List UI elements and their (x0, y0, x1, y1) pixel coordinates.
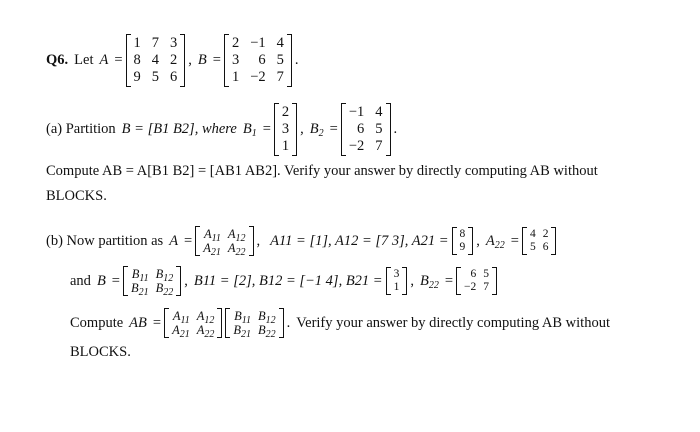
matrix-b22-entry: −2 (464, 281, 477, 293)
matrix-a-entry: 1 (133, 35, 141, 51)
verify-text: Verify your answer by directly computing AB without (296, 314, 610, 331)
part-a-blocks (46, 188, 107, 205)
matrix-b1-entry: 3 (281, 121, 290, 137)
and-text: and (70, 272, 91, 289)
matrix-b2-entry: 4 (375, 104, 383, 120)
matrix-a (126, 34, 186, 87)
matrix-a-name: A (99, 52, 109, 68)
matrix-a22-entry: 6 (542, 241, 549, 253)
part-a-label: (a) Partition (46, 121, 116, 137)
matrix-b-name: B (197, 52, 207, 68)
q6-statement: Q6. Let A = 1 7 3 8 4 2 9 5 6 , B = 2 −1 4 3 6 5 1 −2 7 . (46, 35, 299, 85)
question-label: Q6. (46, 52, 69, 68)
block-matrix-b: $B_{11}$ $B_{12}$ $B_{21}$ $B_{22}$ (123, 266, 181, 296)
matrix-a21-entry: 8 (459, 228, 466, 240)
matrix-b-entry: 4 (276, 35, 284, 51)
matrix-b-entry: 3 (231, 52, 240, 68)
matrix-a-entry: 4 (151, 52, 160, 68)
matrix-b-entry: −1 (250, 35, 266, 51)
part-a-compute (46, 163, 598, 180)
matrix-a22 (522, 227, 557, 255)
matrix-a22-entry: 5 (529, 241, 536, 253)
compute-text: Compute AB = A[B1 B2] = [AB1 AB2]. Verify your answer by directly computing AB without (46, 163, 598, 179)
matrix-a-entry: 7 (151, 35, 160, 51)
matrix-b (224, 34, 292, 87)
matrix-b-entry: 6 (258, 52, 266, 68)
matrix-b22-entry: 7 (483, 281, 490, 293)
matrix-a-entry: 3 (170, 35, 178, 51)
intro-text: Let (74, 52, 94, 68)
matrix-b-entry: 1 (231, 69, 240, 85)
part-b-blocks (70, 344, 131, 361)
compute-label: Compute (70, 314, 124, 331)
matrix-a-entry: 9 (133, 69, 141, 85)
block-product-b: $B_{11}$ $B_{12}$ $B_{21}$ $B_{22}$ (225, 308, 283, 338)
matrix-b2 (341, 103, 391, 156)
matrix-b-entry: 2 (231, 35, 240, 51)
matrix-b-entry: −2 (250, 69, 266, 85)
blocks-text: BLOCKS. (46, 188, 107, 204)
matrix-b22-entry: 6 (470, 268, 477, 280)
matrix-b2-entry: −2 (348, 138, 365, 154)
part-b-partition-b: and B = $B_{11}$ $B_{12}$ $B_{21}$ $B_{22}$ , B11 = [2], B12 = [−1 4], B21 = 3 1 , $B_{22}$ = 6 5 −2 7 (70, 266, 500, 296)
part-b-partition-a: (b) Now partition as A = $A_{11}$ $A_{12}$ $A_{21}$ $A_{22}$ , A11 = [1], A12 = [7 3], A21 = 8 9 , $A_{22}$ = 4 2 5 6 (46, 226, 559, 256)
partition-equation: B = [B1 B2], where (121, 121, 237, 137)
matrix-b2-entry: 7 (375, 138, 383, 154)
matrix-b1-entry: 2 (281, 104, 290, 120)
matrix-b21-entry: 1 (393, 281, 400, 293)
matrix-b2-entry: 6 (357, 121, 365, 137)
matrix-a22-entry: 2 (542, 228, 549, 240)
part-a-partition: (a) Partition B = [B1 B2], where $B_1$ = 2 3 1 , $B_2$ = −1 4 6 5 −2 7 . (46, 104, 398, 154)
matrix-b21-entry: 3 (393, 268, 400, 280)
matrix-a-entry: 8 (133, 52, 141, 68)
blocks-text-b: BLOCKS. (70, 344, 131, 360)
matrix-b1 (274, 103, 297, 156)
a-blocks-equation: A11 = [1], A12 = [7 3], A21 = (270, 232, 449, 249)
matrix-b22-entry: 5 (483, 268, 490, 280)
part-b-compute: Compute AB = $A_{11}$ $A_{12}$ $A_{21}$ $A_{22}$ $B_{11}$ $B_{12}$ $B_{21}$ $B_{22}$ . Verify your answer by directly computing AB without (70, 309, 610, 340)
part-b-label: (b) Now partition as (46, 232, 164, 249)
block-matrix-a: $A_{11}$ $A_{12}$ $A_{21}$ $A_{22}$ (195, 226, 253, 256)
matrix-a22-entry: 4 (529, 228, 536, 240)
matrix-b2-entry: 5 (375, 121, 383, 137)
matrix-a21-entry: 9 (459, 241, 466, 253)
block-product-a: $A_{11}$ $A_{12}$ $A_{21}$ $A_{22}$ (164, 308, 222, 338)
b-blocks-equation: B11 = [2], B12 = [−1 4], B21 = (193, 272, 383, 289)
matrix-a-entry: 2 (170, 52, 178, 68)
matrix-a-entry: 5 (151, 69, 160, 85)
matrix-b22 (456, 267, 497, 295)
matrix-b21 (386, 267, 408, 295)
matrix-b1-entry: 1 (281, 138, 290, 154)
matrix-a21 (452, 227, 474, 255)
matrix-b-entry: 5 (276, 52, 284, 68)
matrix-a-entry: 6 (170, 69, 178, 85)
matrix-b-entry: 7 (276, 69, 284, 85)
matrix-b2-entry: −1 (348, 104, 365, 120)
